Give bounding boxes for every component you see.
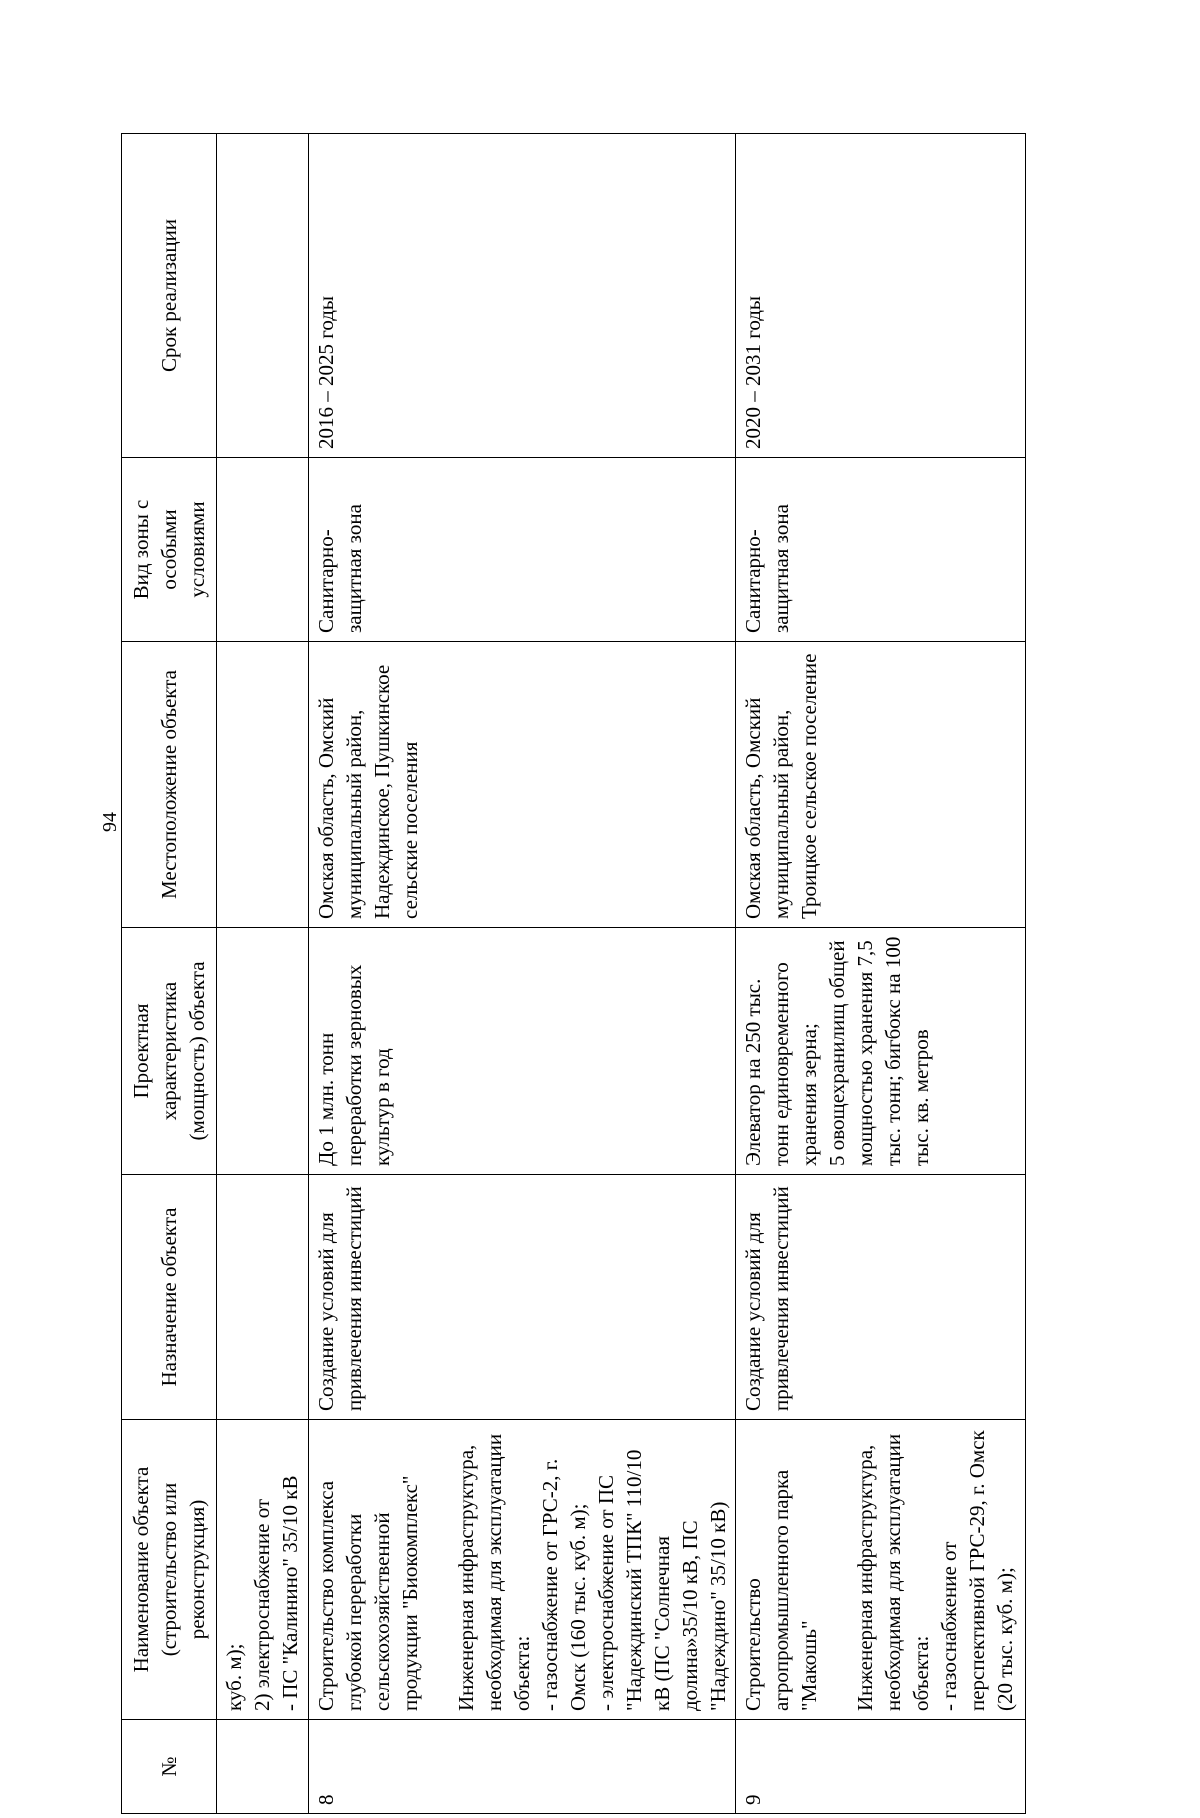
zone-cell: Санитарно-защитная зона [736,458,1026,642]
table-row [309,134,736,1814]
continuation-number [217,1720,309,1814]
continuation-term [217,134,309,458]
row-number: 8 [309,1720,736,1814]
location-cell: Омская область, Омский муниципальный район, Троицкое сельское поселение [736,642,1026,928]
infrastructure-text: Инженерная инфраструктура, необходимая для эксплуатации объекта: - газоснабжение от перспективной ГРС-29, г. Омск (20 тыс. куб. м); [853,1430,1017,1711]
table-row [736,134,1026,1814]
object-name-cell [736,1420,1026,1720]
header-zone: Вид зоны с особыми условиями [122,458,217,642]
continuation-capacity [217,928,309,1175]
purpose-cell: Создание условий для привлечения инвестиций [309,1175,736,1420]
page-number: 94 [99,812,121,832]
row-number: 9 [736,1720,1026,1814]
continuation-location [217,642,309,928]
header-object-name: Наименование объекта (строительство или реконструкция) [122,1420,217,1720]
capacity-cell: Элеватор на 250 тыс. тонн единовременного хранения зерна; 5 овощехранилищ общей мощностью хранения 7,5 тыс. тонн; бигбокс на 100 тыс. кв. метров [736,928,1026,1175]
object-name-cell [309,1420,736,1720]
continuation-row [217,134,309,1814]
term-cell: 2020 – 2031 годы [736,134,1026,458]
capacity-cell: До 1 млн. тонн переработки зерновых культур в год [309,928,736,1175]
continuation-name: куб. м); 2) электроснабжение от - ПС "Калинино" 35/10 кВ [217,1420,309,1720]
header-number: № [122,1720,217,1814]
zone-cell: Санитарно-защитная зона [309,458,736,642]
header-row [122,134,217,1814]
rotated-page-content [119,68,1169,1818]
continuation-zone [217,458,309,642]
header-term: Срок реализации [122,134,217,458]
purpose-cell: Создание условий для привлечения инвестиций [736,1175,1026,1420]
object-name: Строительство агропромышленного парка "Макошь" [741,1469,821,1711]
header-location: Местоположение объекта [122,642,217,928]
term-cell: 2016 – 2025 годы [309,134,736,458]
infrastructure-text: Инженерная инфраструктура, необходимая для эксплуатации объекта: - газоснабжение от ГРС-2, г. Омск (160 тыс. куб. м); - электроснабжение от ПС "Надеждинский ТПК" 110/10 кВ (ПС "Солнечная долина»35/10 кВ, ПС "Надеждино" 35/10 кВ) [454,1433,730,1711]
continuation-purpose [217,1175,309,1420]
location-cell: Омская область, Омский муниципальный район, Надеждинское, Пушкинское сельские поселения [309,642,736,928]
header-purpose: Назначение объекта [122,1175,217,1420]
objects-table [121,133,1026,1814]
header-capacity: Проектная характеристика (мощность) объекта [122,928,217,1175]
object-name: Строительство комплекса глубокой переработки сельскохозяйственной продукции "Биокомплекс" [314,1475,422,1711]
